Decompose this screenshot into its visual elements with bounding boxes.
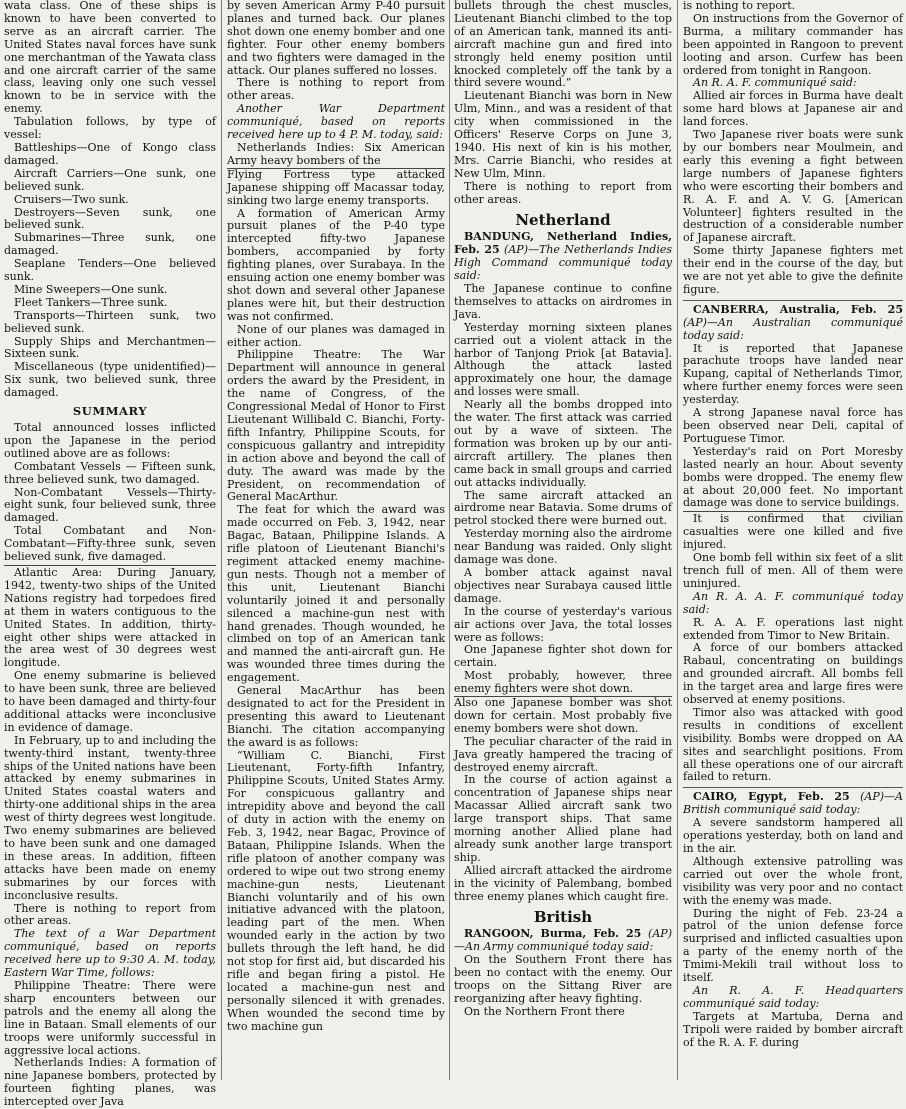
paragraph: Destroyers—Seven sunk, one believed sunk. (4, 205, 216, 232)
communique-intro: Another War Department communiqué, based on reports received here up to 4 P. M. today, said: (227, 102, 445, 142)
paragraph: In the course of yesterday's various air actions over Java, the total losses were as follows: (454, 604, 672, 644)
dateline-text: (AP)—An Australian communiqué today said: (683, 315, 903, 342)
paragraph: Yesterday morning also the airdrome near Bandung was raided. Only slight damage was done. (454, 527, 672, 567)
paragraph: Yesterday's raid on Port Moresby lasted nearly an hour. About seventy bombs were dropped. The enemy flew at about 20,000 feet. No important damage was done to service buildings. (683, 444, 903, 510)
dateline-place: RANGOON, Burma, Feb. 25 (464, 927, 642, 941)
paragraph: Timor also was attacked with good results in conditions of excellent visibility. Bombs were dropped on AA sites and searchlight positions. From all these operations one of our aircraft failed to return. (683, 705, 903, 784)
paragraph: One Japanese fighter shot down for certain. (454, 643, 672, 670)
paragraph: The same aircraft attacked an airdrome near Batavia. Some drums of petrol stocked there were burned out. (454, 488, 672, 528)
paragraph: Submarines—Three sunk, one damaged. (4, 231, 216, 258)
paragraph: Total Combatant and Non-Combatant—Fifty-three sunk, seven believed sunk, five damaged. (4, 524, 216, 564)
paragraph: R. A. A. F. operations last night extended from Timor to New Britain. (683, 615, 903, 642)
column-rule (677, 0, 678, 1080)
column-rule (221, 0, 222, 1080)
paragraph: Miscellaneous (type unidentified)—Six sunk, two believed sunk, three damaged. (4, 360, 216, 400)
paragraph: There is nothing to report from other areas. (454, 179, 672, 206)
dateline-text: (AP)—A British communiqué said today: (683, 790, 903, 817)
communique-intro: An R. A. F. communiqué said: (693, 76, 857, 90)
paragraph: On instructions from the Governor of Burma, a military commander has been appointed in Rangoon to prevent looting and arson. Curfew has been ordered from tonight in Rangoon. (683, 11, 903, 77)
paragraph: It is reported that Japanese parachute troops have landed near Kupang, capital of Netherlands Timor, where further enemy forces were seen yesterday. (683, 341, 903, 407)
paragraph: by seven American Army P-40 pursuit planes and turned back. Our planes shot down one enemy bomber and one fighter. Four other enemy bombers and two fighters were damaged in the attack. Our planes suffered no losses. (227, 0, 445, 77)
paragraph: Allied aircraft attacked the airdrome in the vicinity of Palembang, bombed three enemy planes which caught fire. (454, 863, 672, 903)
communique-intro: An R. A. A. F. communiqué today said: (683, 589, 903, 616)
section-divider (683, 300, 903, 301)
paragraph: One enemy submarine is believed to have been sunk, three are believed to have been damaged and thirty-four additional attacks were inconclusive in evidence of damage. (4, 669, 216, 734)
paragraph: None of our planes was damaged in either action. (227, 322, 445, 349)
paragraph: In the course of action against a concentration of Japanese ships near Macassar Allied aircraft sank two large transport ships. That same morning another Allied plane had already sunk another large transport ship. (454, 773, 672, 864)
paragraph: The Japanese continue to confine themselves to attacks on airdromes in Java. (454, 282, 672, 321)
paragraph: wata class. One of these ships is known to have been converted to serve as an aircraft carrier. The United States naval forces have sunk one merchantman of the Yawata class and one aircraft carrier of the same class, leaving only one such vessel known to be in service with the enemy. (4, 0, 216, 116)
paragraph: A severe sandstorm hampered all operations yesterday, both on land and in the air. (683, 816, 903, 855)
paragraph: On the Southern Front there has been no contact with the enemy. Our troops on the Sittang River are reorganizing after heavy fighting. (454, 953, 672, 1005)
paragraph: Yesterday morning sixteen planes carried out a violent attack in the harbor of Tanjong Priok [at Batavia]. Although the attack lasted approximately one hour, the damage and losses were small. (454, 320, 672, 399)
paragraph: Supply Ships and Merchantmen—Sixteen sunk. (4, 334, 216, 361)
paragraph: Also one Japanese bomber was shot down for certain. Most probably five enemy bombers were shot down. (454, 696, 672, 735)
paragraph: Tabulation follows, by type of vessel: (4, 115, 216, 142)
section-divider (683, 787, 903, 788)
paragraph: In February, up to and including the twenty-third instant, twenty-three ships of the United nations have been attacked by enemy submarines in United States coastal waters and thirty-one additional ships in the area west of thirty degrees west longitude. Two enemy submarines are believed to have been sunk and one damaged in these areas. In addition, fifteen attacks have been made on enemy submarines by our forces with inconclusive results. (4, 733, 216, 902)
column-1 (4, 0, 216, 1109)
dateline-text: (AP) —An Army communiqué today said: (454, 927, 672, 954)
section-heading: British (533, 907, 593, 926)
paragraph: Mine Sweepers—One sunk. (14, 282, 168, 296)
column-3 (454, 0, 672, 1080)
column-2 (227, 0, 445, 1080)
paragraph: Targets at Martuba, Derna and Tripoli were raided by bomber aircraft of the R. A. F. during (683, 1009, 903, 1049)
paragraph: Flying Fortress type attacked Japanese shipping off Macassar today, sinking two large enemy transports. (227, 167, 445, 207)
paragraph: Combatant Vessels — Fifteen sunk, three believed sunk, two damaged. (4, 459, 216, 486)
dateline (454, 928, 672, 954)
paragraph: Seaplane Tenders—One believed sunk. (4, 257, 216, 284)
paragraph: Total announced losses inflicted upon the Japanese in the period outlined above are as follows: (4, 421, 216, 460)
paragraph: Netherlands Indies: A formation of nine Japanese bombers, protected by fourteen fighting planes, was intercepted over Java (4, 1056, 216, 1109)
dateline-place: BANDUNG, Netherland Indies, Feb. 25 (454, 230, 672, 257)
paragraph: Non-Combatant Vessels—Thirty-eight sunk, four believed sunk, three damaged. (4, 485, 216, 525)
paragraph: Aircraft Carriers—One sunk, one believed sunk. (4, 166, 216, 193)
paragraph: Battleships—One of Kongo class damaged. (4, 140, 216, 167)
paragraph: Most probably, however, three enemy fighters were shot down. (454, 669, 672, 696)
column-rule (449, 0, 450, 1080)
paragraph: The feat for which the award was made occurred on Feb. 3, 1942, near Bagac, Bataan, Philippine Islands. A rifle platoon of Lieutenant Bianchi's regiment attacked enemy machine-gun nests. Though not a member of this unit, Lieutenant Bianchi voluntarily joined it and personally silenced a machine-gun nest with hand grenades. Though wounded, he climbed on top of an American tank and manned the anti-aircraft gun. He was wounded three times during the engagement. (227, 503, 445, 685)
paragraph: A force of our bombers attacked Rabaul, concentrating on buildings and grounded aircraft. All bombs fell in the target area and large fires were observed at enemy positions. (683, 641, 903, 707)
communique-intro: An R. A. F. Headquarters communiqué said today: (683, 983, 903, 1010)
communique-intro: The text of a War Department communiqué, based on reports received here up to 9:30 A. M. today, Eastern War Time, follows: (4, 927, 216, 980)
paragraph: Atlantic Area: During January, 1942, twenty-two ships of the United Nations registry had torpedoes fired at them in waters contiguous to the United States. In addition, thirty-eight other ships were attacked in the area west of 30 degrees west longitude. (4, 565, 216, 670)
dateline-place: CAIRO, Egypt, Feb. 25 (693, 790, 850, 804)
column-4 (683, 0, 903, 1080)
paragraph: is nothing to report. (683, 0, 796, 12)
paragraph: Two Japanese river boats were sunk by our bombers near Moulmein, and early this evening a fight between large numbers of Japanese fighters who were escorting their bombers and R. A. F. and A. V. G. [American Volunteer] fighters resulted in the destruction of a considerable number of Japanese aircraft. (683, 128, 903, 245)
paragraph: Philippine Theatre: The War Department will announce in general orders the award by the President, in the name of Congress, of the Congressional Medal of Honor to First Lieutenant Willibald C. Bianchi, Forty-fifth Infantry, Philippine Scouts, for conspicuous gallantry and intrepidity in action above and beyond the call of duty. The award was made by the President, on recommendation of General MacArthur. (227, 348, 445, 504)
dateline (683, 304, 903, 343)
paragraph: Cruisers—Two sunk. (14, 192, 129, 206)
paragraph: Transports—Thirteen sunk, two believed sunk. (4, 308, 216, 335)
paragraph: During the night of Feb. 23-24 a patrol of the union defense force surprised and inflicted casualties upon a party of the enemy north of the Tmimi-Mekili trail without loss to itself. (683, 906, 903, 985)
dateline-text: (AP)—The Netherlands Indies High Command communiqué today said: (454, 243, 672, 283)
paragraph: Lieutenant Bianchi was born in New Ulm, Minn., and was a resident of that city when commissioned in the Officers' Reserve Corps on June 3, 1940. His next of kin is his mother, Mrs. Carrie Bianchi, who resides at New Ulm, Minn. (454, 89, 672, 180)
paragraph: One bomb fell within six feet of a slit trench full of men. All of them were uninjured. (683, 551, 903, 590)
paragraph: Philippine Theatre: There were sharp encounters between our patrols and the enemy all along the line in Bataan. Small elements of our troops were uniformly successful in aggressive local actions. (4, 978, 216, 1057)
paragraph: It is confirmed that civilian casualties were one killed and five injured. (683, 512, 903, 552)
dateline (683, 791, 903, 817)
dateline-place: CANBERRA, Australia, Feb. 25 (693, 302, 903, 316)
section-heading: Netherland (515, 210, 611, 229)
paragraph: On the Northern Front there (464, 1004, 625, 1018)
paragraph: The peculiar character of the raid in Java greatly hampered the tracing of destroyed enemy aircraft. (454, 734, 672, 774)
paragraph: Nearly all the bombs dropped into the water. The first attack was carried out by a wave of sixteen. The formation was broken up by our anti-aircraft artillery. The planes then came back in small groups and carried out attacks individually. (454, 398, 672, 489)
paragraph: Allied air forces in Burma have dealt some hard blows at Japanese air and land forces. (683, 89, 903, 129)
dateline (454, 231, 672, 283)
paragraph: Netherlands Indies: Six American Army heavy bombers of the (227, 140, 445, 167)
paragraph: A bomber attack against naval objectives near Surabaya caused little damage. (454, 565, 672, 605)
paragraph: Fleet Tankers—Three sunk. (14, 295, 168, 309)
paragraph: Although extensive patrolling was carried out over the whole front, visibility was very poor and no contact with the enemy was made. (683, 854, 903, 907)
section-heading: SUMMARY (72, 404, 148, 419)
paragraph: Some thirty Japanese fighters met their end in the course of the day, but we are not yet able to give the definite figure. (683, 244, 903, 296)
paragraph: There is nothing to report from other areas. (227, 76, 445, 103)
paragraph: A formation of American Army pursuit planes of the P-40 type intercepted fifty-two Japanese bombers, accompanied by forty fighting planes, over Surabaya. In the ensuing action one enemy bomber was shot down and several other Japanese planes were hit, but their destruction was not confirmed. (227, 206, 445, 323)
paragraph: “William C. Bianchi, First Lieutenant, Forty-fifth Infantry, Philippine Scouts, United States Army. For conspicuous gallantry and intrepidity above and beyond the call of duty in action with the enemy on Feb. 3, 1942, near Bagac, Province of Bataan, Philippine Islands. When the rifle platoon of another company was ordered to wipe out two strong enemy machine-gun nests, Lieutenant Bianchi voluntarily and of his own initiative advanced with the platoon, leading part of the men. When wounded early in the action by two bullets through the left hand, he did not stop for first aid, but discarded his rifle and began firing a pistol. He located a machine-gun nest and personally silenced it with grenades. When wounded the second time by two machine gun (227, 748, 445, 1033)
paragraph: General MacArthur has been designated to act for the President in presenting this award to Lieutenant Bianchi. The citation accompanying the award is as follows: (227, 684, 445, 749)
paragraph: A strong Japanese naval force has been observed near Deli, capital of Portuguese Timor. (683, 406, 903, 445)
paragraph: There is nothing to report from other areas. (4, 901, 216, 928)
paragraph: bullets through the chest muscles, Lieutenant Bianchi climbed to the top of an American tank, manned its anti-aircraft machine gun and fired into strongly held enemy position until knocked completely off the tank by a third severe wound.” (454, 0, 672, 90)
